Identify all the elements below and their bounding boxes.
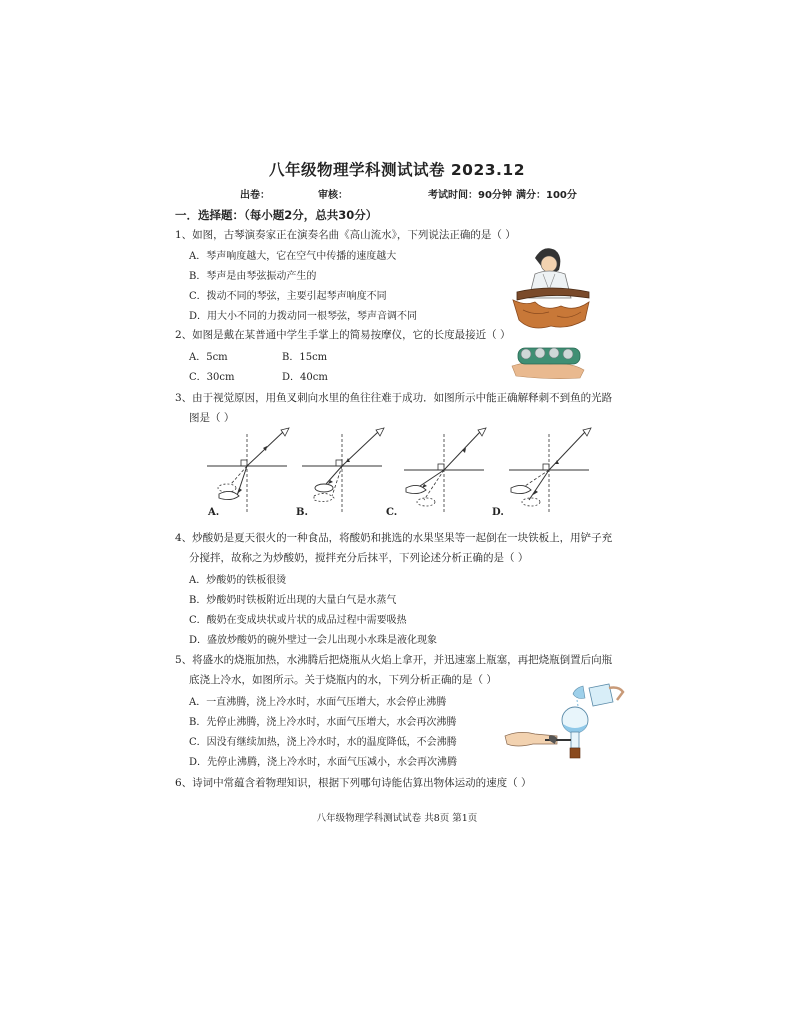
exam-time: 考试时间：90分钟	[428, 190, 512, 201]
question-5-option-a: A．一直沸腾，浇上冷水时，水面气压增大，水会停止沸腾	[189, 697, 447, 708]
ray-diagram-d-label: D.	[492, 507, 504, 518]
question-4-option-c: C．酸奶在变成块状或片状的成品过程中需要吸热	[189, 615, 407, 626]
question-6-stem: 6、诗词中常蕴含着物理知识，根据下列哪句诗能估算出物体运动的速度（ ）	[175, 777, 532, 789]
question-5-stem-cont: 底浇上冷水，如图所示。关于烧瓶内的水，下列分析正确的是（ ）	[189, 674, 497, 686]
question-5-option-b: B．先停止沸腾，浇上冷水时，水面气压增大，水会再次沸腾	[189, 717, 457, 728]
section-title: 一．选择题：（每小题2分，总共30分）	[175, 208, 378, 222]
ray-diagram-d	[505, 424, 595, 514]
question-2-stem: 2、如图是戴在某普通中学生手掌上的简易按摩仪，它的长度最接近（ ）	[175, 329, 511, 341]
ray-diagram-a-label: A.	[208, 507, 220, 518]
author-label: 出卷：	[240, 190, 270, 201]
ray-diagram-b	[300, 424, 385, 514]
question-1-option-c: C．拨动不同的琴弦，主要引起琴声响度不同	[189, 291, 387, 302]
question-2-option-a: A．5cm	[189, 352, 228, 363]
question-2-option-d: D．40cm	[282, 372, 328, 383]
full-score: 满分：100分	[516, 190, 577, 201]
question-2-option-c: C．30cm	[189, 372, 235, 383]
question-5-stem: 5、将盛水的烧瓶加热，水沸腾后把烧瓶从火焰上拿开，并迅速塞上瓶塞，再把烧瓶倒置后向瓶	[175, 654, 613, 666]
question-4-option-a: A．炒酸奶的铁板很烫	[189, 575, 287, 586]
question-3-stem-cont: 图是（ ）	[189, 412, 235, 424]
ray-diagram-a	[205, 424, 290, 514]
question-4-stem: 4、炒酸奶是夏天很火的一种食品，将酸奶和挑选的水果坚果等一起倒在一块铁板上，用铲子充	[175, 532, 613, 544]
boiling-flask-figure	[505, 680, 625, 772]
question-1-stem: 1、如图，古琴演奏家正在演奏名曲《高山流水》，下列说法正确的是（ ）	[175, 229, 516, 241]
qin-player-figure	[505, 240, 597, 332]
ray-diagram-c-label: C.	[386, 507, 398, 518]
ray-diagram-c	[400, 424, 490, 514]
massager-figure	[510, 340, 586, 380]
question-5-option-c: C．因没有继续加热，浇上冷水时，水的温度降低，不会沸腾	[189, 737, 457, 748]
page-footer: 八年级物理学科测试试卷 共8页 第1页	[316, 813, 478, 824]
question-1-option-b: B．琴声是由琴弦振动产生的	[189, 271, 317, 282]
question-1-option-d: D．用大小不同的力拨动同一根琴弦，琴声音调不同	[189, 311, 418, 322]
page-title: 八年级物理学科测试试卷 2023.12	[269, 161, 525, 179]
question-4-stem-cont: 分搅拌，故称之为炒酸奶，搅拌充分后抹平，下列论述分析正确的是（ ）	[189, 552, 529, 564]
ray-diagram-b-label: B.	[296, 507, 308, 518]
question-5-option-d: D．先停止沸腾，浇上冷水时，水面气压减小，水会再次沸腾	[189, 757, 458, 768]
reviewer-label: 审核：	[318, 190, 348, 201]
question-2-option-b: B．15cm	[282, 352, 328, 363]
question-4-option-d: D．盛放炒酸奶的碗外壁过一会儿出现小水珠是液化现象	[189, 635, 438, 646]
question-4-option-b: B．炒酸奶时铁板附近出现的大量白气是水蒸气	[189, 595, 397, 606]
question-3-stem: 3、由于视觉原因，用鱼叉刺向水里的鱼往往难于成功．如图所示中能正确解释刺不到鱼的光路	[175, 392, 613, 404]
question-1-option-a: A．琴声响度越大，它在空气中传播的速度越大	[189, 251, 397, 262]
